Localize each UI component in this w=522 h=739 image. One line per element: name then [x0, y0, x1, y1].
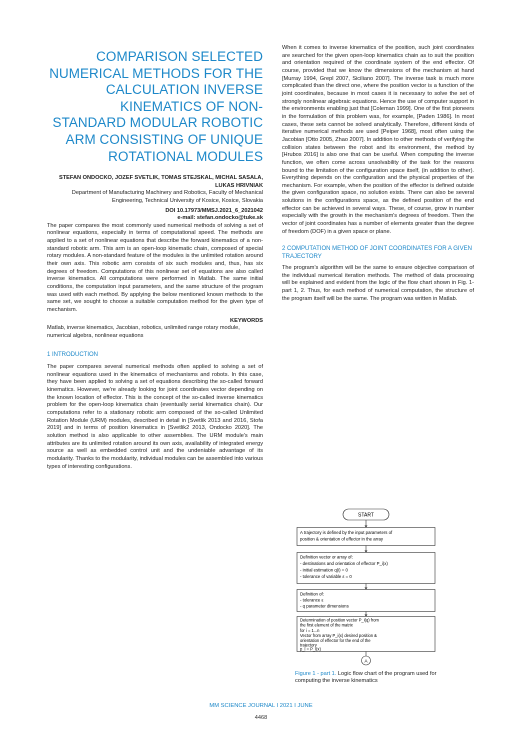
keywords: Matlab, inverse kinematics, Jacobian, robotics, unlimited range rotary module, numerical algebra, nonlinear equations: [47, 325, 240, 339]
abstract: The paper compares the most commonly used numerical methods of solving a set of nonlinear equations, especially in terms of computational speed. The methods are applied to a set of nonlinear equations that describe the forward kinematics of a non-standard robotic arm. This arm is an open-loop kinematic chain, composed of special rotary modules. A non-standard feature of the modules is the unlimited rotation around their own axis. This robotic arm consists of six such modules and, thus, has six degrees of freedom. Computations of this nonlinear set of equations are also called inverse kinematics. All computations were performed in Matlab. The same initial conditions, the computation input parameters, and the same structure of the program was used with each method. By applying the below mentioned known methods to the same set, we sought to choose a suitable computation method for the given type of mechanism.: [47, 222, 263, 313]
right-column: [282, 45, 474, 303]
email[interactable]: e-mail: stefan.ondocko@tuke.sk: [177, 215, 263, 222]
flow-start-label: START: [358, 512, 374, 519]
affiliation: Department of Manufacturing Machinery and Robotics, Faculty of Mechanical Engineering, Technical University of Kosice, Kosice, Slovakia: [71, 190, 263, 204]
paper-title: COMPARISON SELECTED NUMERICAL METHODS FOR THE CALCULATION INVERSE KINEMATICS OF NON-STANDARD MODULAR ROBOTIC ARM CONSISTING OF UNIQUE ROTATIONAL MODULES: [49, 49, 263, 164]
section-heading-computation: 2 COMPUTATION METHOD OF JOINT COORDINATES FOR A GIVEN TRAJECTORY: [282, 246, 472, 261]
flow-box-definition-vector-text: Definition vector or array of: - destinations and orientation of effector P_i(x) - initial estimation q(i) = 0 - tolerance of variable ε = 0: [300, 554, 388, 579]
section2-text: The program's algorithm will be the same to ensure objective comparison of the individual numerical iteration methods. The method of data processing will be explained and evident from the logic of the flow chart shown in Fig. 1-part 1, 2. Thus, for each method of numerical computation, the structure of the program itself will be the same. The program was written in Matlab.: [282, 265, 474, 302]
flowchart: [295, 508, 437, 666]
section-heading-introduction: 1 INTRODUCTION: [47, 352, 98, 359]
flow-box-tolerance-text: Definition of: - tolerance ε - q parameter dimensions: [300, 591, 349, 609]
figure-label: Figure 1 - part 1.: [295, 671, 337, 677]
introduction-text: The paper compares several numerical methods often applied to solving a set of nonlinear equations used in the kinematics of mechanisms and robots. In this case, they have been applied to solving a set of equations describing the so-called forward kinematics. However, we're already looking for joint coordinates vector depending on the known location of effector. This is the concept of the so-called inverse kinematics problem for the open-loop kinematics chain (eventually serial kinematics chain). Our computations refer to a stationary robotic arm composed of the so-called Unlimited Rotation Module (URM) modules, described in detail in [Svetlik 2013 and 2016, Stofa 2019] and in terms of position kinematics in [Svetlik2 2013, Ondocko 2020]. The solution method is also applicable to other assemblies. The URM module's main attributes are its unlimited rotation around its own axis, availability of integrated energy source as well as embedded control unit and the undeniable advantage of its modularity. Thanks to the modularity, individual modules can be assembled into various types of interesting configurations.: [47, 364, 263, 470]
authors: STEFAN ONDOCKO, JOZEF SVETLIK, TOMAS STEJSKAL, MICHAL SASALA, LUKAS HRIVNIAK: [59, 175, 263, 189]
flow-connector-label: A: [364, 658, 368, 664]
left-column: [47, 45, 263, 471]
flow-box-position-vector-text: Determination of position vector P_i(q) from the first element of the matrix for i = 1...n Vector from array P_i(x) desired position & orientation of effector for the end of the trajectory p_i = P_i(x): [300, 617, 379, 652]
right-column-text: When it comes to inverse kinematics of the position, such joint coordinates are searched for the given open-loop kinematics chain as to suit the position and orientation required of the coordinate system of the end effector. Of course, provided that we know the dimensions of the mechanism at hand [Murray 1994, Grepl 2007, Siciliano 2007]. The inverse task is much more complicated than the direct one, where the position vector is a function of the joint coordinates, because in most cases it is necessary to solve the set of strongly nonlinear algebraic equations. Hence the use of computer support in the environments enabling just that [Coleman 1999]. One of the first pioneers in the formulation of this problem was, for example, [Paden 1986]. In most cases, these sets cannot be solved analytically. Therefore, different kinds of iterative numerical methods are used [Peiper 1968], most often using the Jacobian [Otto 2005, Zhao 2007]. In addition to other methods of verifying the collision states between the robot and its environment, the method by [Hrubos 2016] is also one that can be useful. When computing the inverse function, we often come across unsolvability of the task for the reasons bound to the limitation of the configuration space itself, (in addition to other). Everything depends on the configuration and the physical properties of the mechanism. For example, when the position of the effector is defined outside the given configuration space, no solution exists. There can also be several solutions in the configurations space, as the defined position of the end effector can be achieved in several ways. These, of course, grow in number especially with the growth in the mechanism's degrees of freedom. Then the vector of joint coordinates has a number of elements greater than the degree of freedom (DOF) in a given space or plane.: [282, 45, 474, 235]
footer-journal: MM SCIENCE JOURNAL I 2021 I JUNE: [209, 703, 313, 709]
figure-caption-text: Logic flow chart of the program used for computing the inverse kinematics: [295, 671, 437, 685]
figure-caption: [295, 671, 463, 686]
page-number: 4468: [254, 715, 268, 721]
doi[interactable]: DOI 10.17973/MMSJ.2021_6_2021042: [165, 207, 263, 214]
flow-box-trajectory-text: A trajectory is defined by the input parameters of position & orientation of effector in the array: [300, 530, 393, 542]
keywords-heading: KEYWORDS: [230, 317, 263, 324]
